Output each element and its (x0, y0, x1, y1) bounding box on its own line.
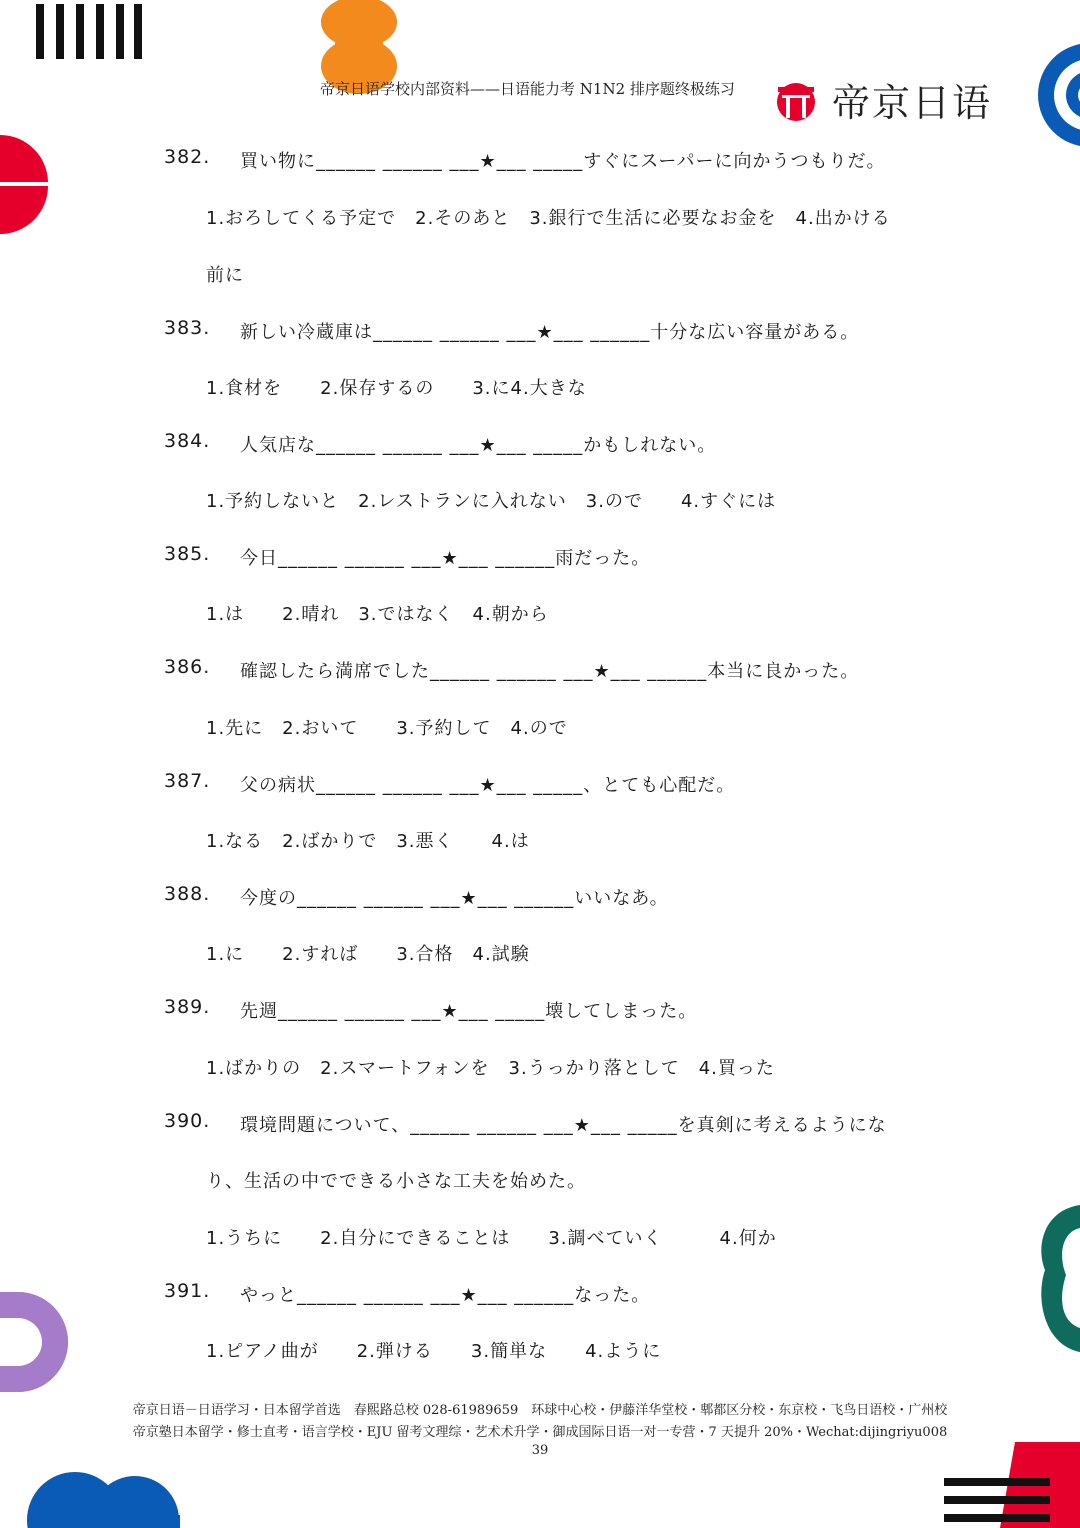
question-options: 1.先に 2.おいて 3.予約して 4.ので (206, 718, 568, 739)
question-number: 384. (164, 430, 211, 452)
red-shape-decoration (0, 135, 48, 234)
question-text: 確認したら満席でした______ ______ ___★___ ______本当に良かった。 (240, 661, 860, 682)
question-text: 今度の______ ______ ___★___ ______いいなあ。 (240, 888, 669, 909)
blue-ring-decoration (1038, 43, 1080, 147)
question-number: 382. (164, 146, 211, 168)
question-text-continued: り、生活の中でできる小さな工夫を始めた。 (206, 1171, 586, 1192)
page-number: 39 (531, 1443, 549, 1458)
question-text: やっと______ ______ ___★___ ______なった。 (240, 1285, 651, 1306)
question-options: 1.に 2.すれば 3.合格 4.試験 (206, 944, 530, 965)
purple-shape-decoration (0, 1292, 68, 1392)
question-options: 前に (206, 265, 244, 286)
question-text: 父の病状______ ______ ___★___ _____、とても心配だ。 (240, 775, 736, 796)
question-options: 1.ばかりの 2.スマートフォンを 3.うっかり落として 4.買った (206, 1058, 775, 1079)
question-number: 388. (164, 883, 211, 905)
question-text: 環境問題について、______ ______ ___★___ _____を真剣に考えるようにな (240, 1115, 887, 1136)
question-options: 1.予約しないと 2.レストランに入れない 3.ので 4.すぐには (206, 491, 777, 512)
question-number: 385. (164, 543, 211, 565)
footer-line-1: 帝京日语－日语学习・日本留学首选 春熙路总校 028-61989659 环球中心校・伊藤洋华堂校・郫都区分校・东京校・飞鸟日语校・广州校 (132, 1403, 948, 1418)
question-text: 先週______ ______ ___★___ _____壊してしまった。 (240, 1001, 698, 1022)
question-options: 1.おろしてくる予定で 2.そのあと 3.銀行で生活に必要なお金を 4.出かける (206, 208, 891, 229)
question-options: 1.なる 2.ばかりで 3.悪く 4.は (206, 831, 530, 852)
question-number: 389. (164, 996, 211, 1018)
torii-logo-icon (772, 78, 820, 122)
footer-line-2: 帝京塾日本留学・修士直考・语言学校・EJU 留考文理综・艺术术升学・御成国际日语一对一专营・7 天提升 20%・Wechat:dijingriyu008 (132, 1425, 948, 1440)
question-number: 391. (164, 1280, 211, 1302)
question-options: 1.うちに 2.自分にできることは 3.調べていく 4.何か (206, 1228, 777, 1249)
question-number: 383. (164, 317, 211, 339)
question-text: 今日______ ______ ___★___ ______雨だった。 (240, 548, 651, 569)
question-options: 1.食材を 2.保存するの 3.に4.大きな (206, 378, 587, 399)
stripes-decoration (36, 4, 142, 59)
brand-name: 帝京日语 (832, 81, 993, 125)
header-title: 帝京日语学校内部资料——日语能力考 N1N2 排序题终极练习 (320, 80, 735, 98)
question-text: 新しい冷蔵庫は______ ______ ___★___ ______十分な広い容量がある。 (240, 322, 860, 343)
question-number: 390. (164, 1110, 211, 1132)
green-shape-decoration (1041, 1205, 1080, 1352)
blue-cloud-decoration (27, 1472, 180, 1528)
brand (772, 72, 992, 127)
question-text: 人気店な______ ______ ___★___ _____かもしれない。 (240, 435, 717, 456)
question-number: 386. (164, 656, 211, 678)
question-options: 1.は 2.晴れ 3.ではなく 4.朝から (206, 604, 549, 625)
question-number: 387. (164, 770, 211, 792)
question-options: 1.ピアノ曲が 2.弾ける 3.簡単な 4.ように (206, 1341, 662, 1362)
question-text: 買い物に______ ______ ___★___ _____すぐにスーパーに向かうつもりだ。 (240, 151, 886, 172)
